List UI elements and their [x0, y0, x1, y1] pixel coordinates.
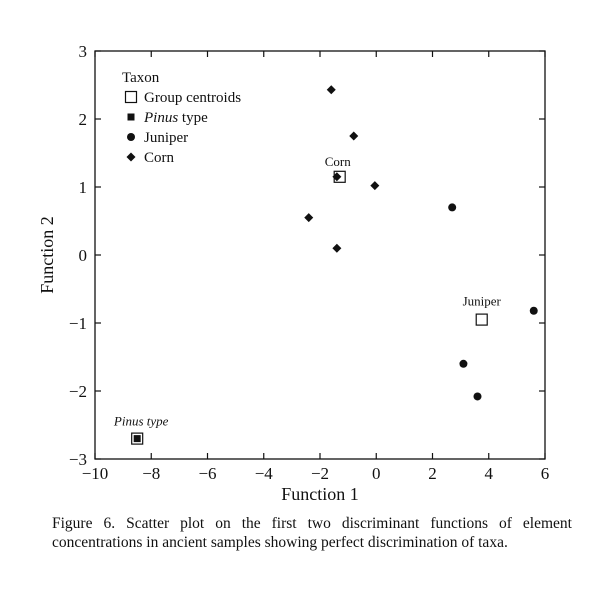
juniper-point — [459, 360, 467, 368]
legend-entry-label: Pinus type — [144, 110, 208, 126]
y-tick-label: 2 — [78, 110, 87, 129]
legend-marker-diamond — [127, 153, 136, 162]
juniper-point — [448, 203, 456, 211]
x-tick-label: −10 — [81, 464, 109, 483]
x-tick-label: 0 — [372, 464, 381, 483]
y-tick-label: 3 — [78, 42, 87, 61]
legend-entry-label: Corn — [144, 150, 174, 166]
group-centroids-point — [476, 314, 487, 325]
legend-entry-label: Group centroids — [144, 90, 242, 106]
legend-title: Taxon — [122, 70, 160, 86]
corn-point — [327, 85, 336, 94]
corn-point — [349, 132, 358, 141]
x-tick-label: 4 — [484, 464, 493, 483]
data-points — [132, 85, 538, 444]
y-tick-label: −2 — [68, 382, 87, 401]
y-tick-label: 0 — [78, 246, 87, 265]
legend-marker-open-square — [126, 92, 137, 103]
legend-entry-label: Juniper — [144, 130, 189, 146]
juniper-point — [474, 392, 482, 400]
x-tick-label: −6 — [198, 464, 217, 483]
annotation-label: Juniper — [462, 293, 501, 309]
y-tick-label: 1 — [78, 178, 87, 197]
annotation-label: Corn — [324, 153, 351, 169]
legend-marker-circle — [127, 133, 135, 141]
annotations — [113, 154, 502, 429]
figure-caption: Figure 6. Scatter plot on the first two discriminant functions of element concentrations in ancient samples showing perfect discrimination of taxa. — [52, 515, 572, 551]
corn-point — [370, 181, 379, 190]
pinus-type-point — [134, 435, 141, 442]
y-tick-label: −1 — [68, 314, 87, 333]
x-axis-title: Function 1 — [281, 484, 359, 504]
x-tick-label: 2 — [428, 464, 437, 483]
x-tick-label: 6 — [540, 464, 550, 483]
y-axis-title: Function 2 — [37, 216, 57, 294]
legend-marker-filled-square — [128, 114, 135, 121]
corn-point — [332, 244, 341, 253]
x-tick-label: −2 — [310, 464, 330, 483]
x-tick-label: −4 — [254, 464, 273, 483]
juniper-point — [530, 307, 538, 315]
y-tick-label: −3 — [68, 450, 87, 469]
corn-point — [304, 213, 313, 222]
annotation-label: Pinus type — [113, 413, 169, 429]
x-tick-labels — [82, 464, 550, 483]
legend — [122, 70, 241, 166]
x-tick-label: −8 — [142, 464, 161, 483]
y-tick-labels — [69, 42, 87, 469]
